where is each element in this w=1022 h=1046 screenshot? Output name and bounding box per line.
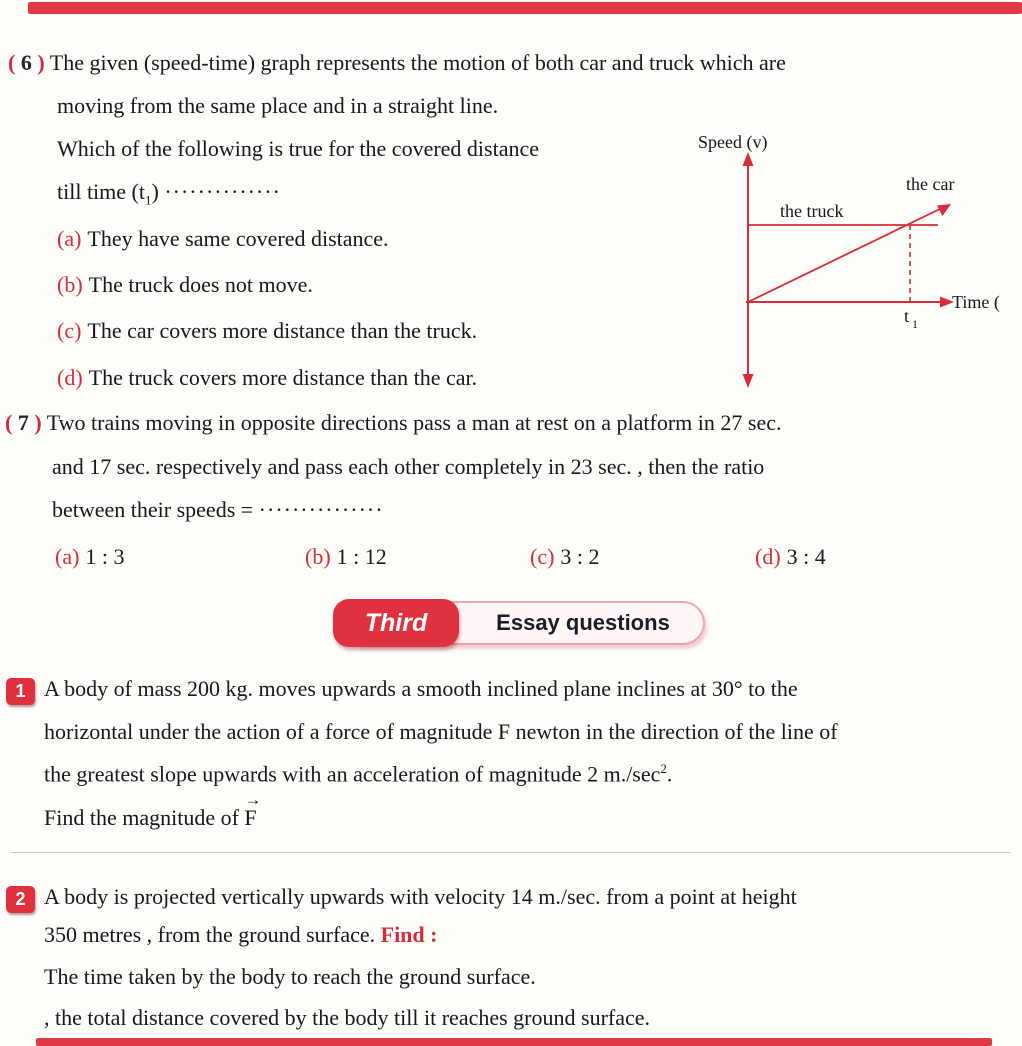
- q6-option-a: (a) They have same covered distance.: [57, 226, 389, 251]
- bottom-red-bar: [36, 1038, 992, 1046]
- essay2-line1: A body is projected vertically upwards with velocity 14 m./sec. from a point at height: [44, 884, 797, 909]
- q7-option-d-letter: (d): [755, 544, 781, 569]
- truck-label: the truck: [780, 201, 844, 221]
- q6-option-d: (d) The truck covers more distance than the car.: [57, 365, 478, 390]
- q7-number: ( 7 ): [5, 410, 42, 435]
- q6-option-a-letter: (a): [57, 226, 82, 251]
- q7-line1: [5, 410, 781, 436]
- essay1-number-badge: 1: [6, 678, 35, 705]
- q7-option-d: (d) 3 : 4: [755, 544, 826, 569]
- essay2-number-badge: 2: [6, 886, 35, 913]
- q7-option-c: (c) 3 : 2: [530, 544, 600, 569]
- q6-number: ( 6 ): [8, 50, 45, 75]
- t1-label: t: [904, 306, 910, 326]
- q7-line3: between their speeds = ···············: [52, 497, 384, 522]
- essay2-line3: The time taken by the body to reach the ground surface.: [44, 964, 536, 989]
- speed-time-graph-svg: [688, 130, 1020, 398]
- speed-time-graph: [688, 130, 1020, 398]
- essay1-line4: Find the magnitude of → F: [44, 790, 260, 830]
- q6-line1: [8, 50, 786, 76]
- q6-line4: till time $(t_1)$ ··············: [57, 179, 281, 208]
- essay1-line1: A body of mass 200 kg. moves upwards a smooth inclined plane inclines at 30° to the: [44, 676, 798, 701]
- q7-option-b: (b) 1 : 12: [305, 544, 387, 569]
- essay-banner-title: Essay questions: [496, 610, 670, 635]
- essay2-line2: 350 metres , from the ground surface. Find :: [44, 922, 438, 947]
- car-line: [748, 208, 942, 302]
- q7-line2: and 17 sec. respectively and pass each other completely in 23 sec. , then the ratio: [52, 454, 765, 479]
- section-divider: [10, 852, 1010, 853]
- q6-option-b: (b) The truck does not move.: [57, 272, 313, 297]
- essay-section-banner: [333, 599, 705, 647]
- q7-option-b-letter: (b): [305, 544, 331, 569]
- q7-line1-text: Two trains moving in opposite directions pass a man at rest on a platform in 27 sec.: [46, 410, 782, 435]
- essay-banner-badge-label: Third: [364, 608, 428, 637]
- t1-subscript: 1: [912, 317, 918, 331]
- q6-option-c-letter: (c): [57, 318, 82, 343]
- essay2-line4: , the total distance covered by the body till it reaches ground surface.: [44, 1005, 651, 1030]
- vector-arrow-icon: →: [244, 790, 260, 809]
- y-axis-arrow-down-icon: [743, 374, 754, 388]
- y-axis-arrow-up-icon: [743, 152, 754, 166]
- q7-option-c-letter: (c): [530, 544, 555, 569]
- y-axis-label: Speed (v): [698, 132, 768, 152]
- q6-line3: Which of the following is true for the covered distance: [57, 136, 540, 161]
- q7-option-a: (a) 1 : 3: [55, 544, 125, 569]
- force-vector-F: → F: [244, 790, 260, 830]
- x-axis-label: Time (: [952, 292, 1000, 312]
- top-red-bar: [28, 2, 1022, 14]
- q6-option-d-letter: (d): [57, 365, 83, 390]
- essay-banner-badge: [333, 599, 459, 647]
- essay1-line2: horizontal under the action of a force of magnitude F newton in the direction of the line of: [44, 719, 838, 744]
- q6-option-b-letter: (b): [57, 272, 83, 297]
- q6-option-c: (c) The car covers more distance than the truck.: [57, 318, 478, 343]
- q6-line1-text: The given (speed-time) graph represents the motion of both car and truck which are: [49, 50, 786, 75]
- car-label: the car: [906, 174, 955, 194]
- essay1-line3: the greatest slope upwards with an acceleration of magnitude 2 $m./\sec^2$.: [44, 761, 673, 787]
- q7-option-a-letter: (a): [55, 544, 80, 569]
- find-label: Find :: [380, 922, 438, 947]
- q6-line2: moving from the same place and in a straight line.: [57, 93, 499, 118]
